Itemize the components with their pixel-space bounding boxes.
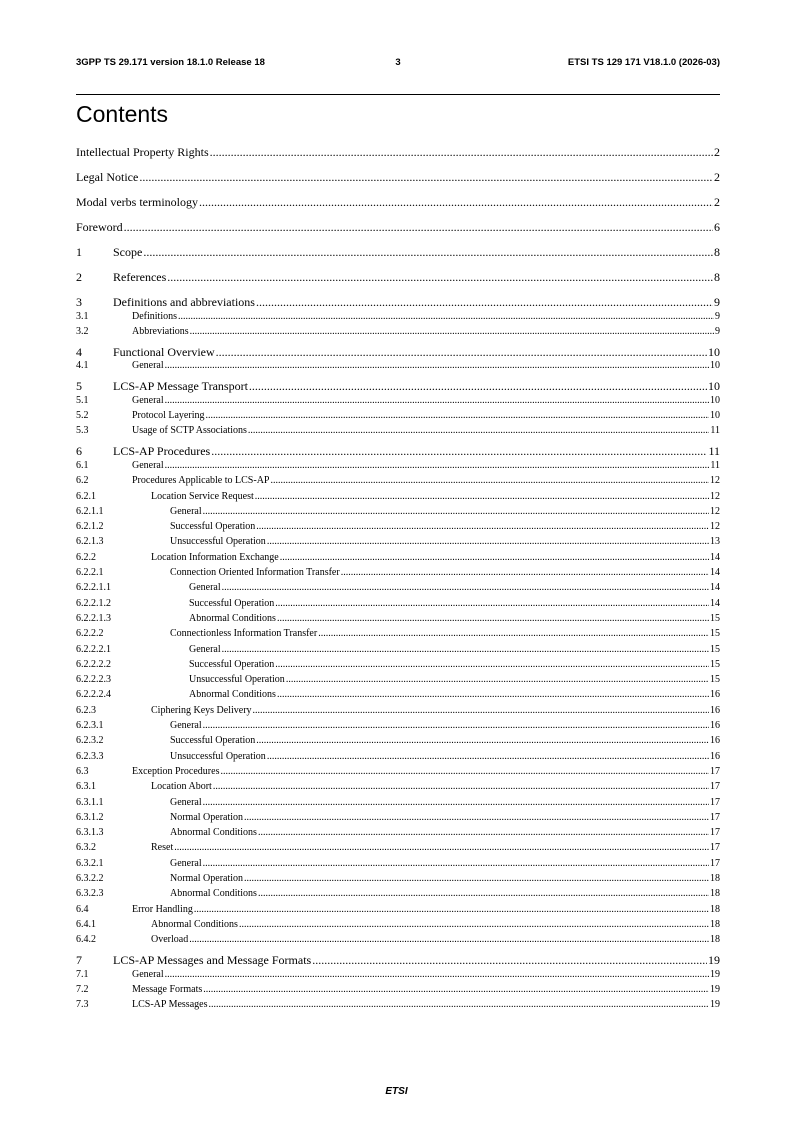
- header-rule: [76, 94, 720, 95]
- toc-dot-leader: [139, 170, 713, 185]
- toc-entry-title: Exception Procedures: [132, 765, 220, 777]
- toc-entry[interactable]: [76, 506, 720, 519]
- toc-entry[interactable]: [76, 491, 720, 504]
- toc-entry-number: 6.2.2.2: [76, 628, 104, 640]
- toc-dot-leader: [318, 628, 709, 639]
- toc-dot-leader: [280, 552, 709, 563]
- toc-entry-title: Overload: [151, 934, 189, 946]
- toc-entry-number: 6.3.2.2: [76, 873, 104, 884]
- toc-entry[interactable]: [76, 984, 720, 997]
- toc-entry-page: 15: [710, 674, 720, 686]
- toc-entry-page: 15: [710, 658, 720, 670]
- toc-dot-leader: [189, 934, 709, 945]
- toc-entry-number: 6.3: [76, 765, 89, 777]
- toc-dot-leader: [239, 919, 709, 930]
- toc-entry[interactable]: [76, 904, 720, 917]
- toc-entry-title: Procedures Applicable to LCS-AP: [132, 475, 270, 487]
- toc-dot-leader: [194, 904, 709, 915]
- toc-dot-leader: [270, 475, 709, 486]
- toc-entry-number: 3.1: [76, 310, 89, 322]
- toc-entry[interactable]: [76, 444, 720, 459]
- toc-entry-number: 5: [76, 379, 82, 394]
- toc-entry[interactable]: [76, 425, 720, 438]
- toc-entry-title: General: [132, 459, 164, 471]
- toc-entry-page: 17: [710, 842, 720, 854]
- toc-entry-number: 6.2.2.1.1: [76, 582, 111, 594]
- toc-entry-title: LCS-AP Message Transport: [113, 379, 248, 394]
- toc-entry-page: 9: [715, 325, 720, 337]
- toc-entry-page: 12: [710, 490, 720, 502]
- toc-entry-page: 10: [710, 394, 720, 406]
- footer-etsi: ETSI: [385, 1086, 408, 1097]
- toc-entry-page: 12: [710, 521, 720, 533]
- toc-dot-leader: [286, 674, 709, 685]
- toc-dot-leader: [244, 812, 709, 823]
- toc-entry-title: General: [132, 968, 164, 980]
- toc-entry-title: Usage of SCTP Associations: [132, 425, 247, 437]
- toc-entry-page: 16: [710, 750, 720, 762]
- toc-entry[interactable]: [76, 345, 720, 360]
- toc-entry-title: LCS-AP Messages: [132, 999, 208, 1011]
- toc-entry-page: 10: [708, 344, 720, 359]
- toc-entry-number: 3: [76, 295, 82, 309]
- toc-dot-leader: [267, 751, 709, 762]
- toc-entry-number: 6.3.2: [76, 842, 96, 854]
- toc-entry-page: 14: [710, 582, 720, 594]
- toc-entry-title: Normal Operation: [170, 811, 244, 823]
- toc-entry-title: Definitions and abbreviations: [113, 295, 255, 309]
- toc-entry[interactable]: [76, 536, 720, 549]
- toc-entry-title: References: [113, 270, 167, 284]
- header-etsi-reference: ETSI TS 129 171 V18.1.0 (2026-03): [567, 57, 720, 68]
- toc-entry-title: LCS-AP Procedures: [113, 444, 211, 459]
- toc-entry[interactable]: [76, 360, 720, 373]
- toc-entry[interactable]: [76, 873, 720, 886]
- toc-entry-number: 6.2.1.3: [76, 536, 104, 548]
- toc-entry-number: 6.2.2: [76, 551, 96, 563]
- toc-entry-page: 16: [710, 720, 720, 731]
- toc-entry-title: General: [170, 720, 202, 731]
- toc-entry-page: 10: [710, 410, 720, 422]
- toc-entry-number: 6.4.2: [76, 934, 96, 946]
- toc-entry[interactable]: [76, 934, 720, 947]
- toc-entry[interactable]: [76, 888, 720, 901]
- toc-entry-title: Unsuccessful Operation: [189, 674, 285, 686]
- toc-entry-page: 18: [710, 918, 720, 930]
- toc-dot-leader: [205, 410, 709, 421]
- page-header: [76, 57, 720, 71]
- toc-entry-number: 6.2.1: [76, 490, 96, 502]
- toc-dot-leader: [203, 797, 709, 808]
- toc-entry-page: 12: [710, 475, 720, 487]
- toc-entry[interactable]: [76, 969, 720, 982]
- toc-entry[interactable]: [76, 659, 720, 672]
- toc-entry-page: 2: [714, 170, 720, 184]
- toc-entry[interactable]: [76, 999, 720, 1012]
- toc-dot-leader: [213, 781, 709, 792]
- toc-dot-leader: [178, 311, 714, 322]
- toc-entry[interactable]: [76, 705, 720, 718]
- toc-entry-page: 17: [710, 811, 720, 823]
- toc-entry[interactable]: [76, 270, 720, 285]
- toc-entry[interactable]: [76, 521, 720, 534]
- toc-dot-leader: [256, 295, 713, 310]
- toc-entry[interactable]: [76, 245, 720, 260]
- toc-entry-number: 6.2.2.1.2: [76, 597, 111, 609]
- toc-dot-leader: [211, 444, 707, 459]
- toc-entry[interactable]: [76, 919, 720, 932]
- toc-entry-page: 14: [710, 567, 720, 578]
- toc-entry[interactable]: [76, 858, 720, 871]
- toc-entry[interactable]: [76, 170, 720, 185]
- toc-dot-leader: [253, 705, 709, 716]
- toc-entry-number: 6.2.2.2.4: [76, 689, 111, 701]
- toc-dot-leader: [258, 827, 709, 838]
- toc-entry-page: 18: [710, 903, 720, 915]
- toc-entry[interactable]: [76, 842, 720, 855]
- toc-entry-title: Normal Operation: [170, 873, 244, 884]
- toc-entry[interactable]: [76, 410, 720, 423]
- toc-entry-page: 17: [710, 857, 720, 869]
- toc-entry[interactable]: [76, 145, 720, 160]
- toc-dot-leader: [203, 720, 709, 731]
- toc-entry-page: 2: [714, 195, 720, 209]
- toc-entry-number: 5.2: [76, 410, 89, 422]
- toc-entry-page: 18: [710, 888, 720, 900]
- toc-dot-leader: [143, 245, 713, 260]
- toc-entry-page: 15: [710, 643, 720, 655]
- toc-entry-page: 8: [714, 245, 720, 259]
- toc-entry[interactable]: [76, 720, 720, 733]
- toc-dot-leader: [165, 395, 709, 406]
- toc-entry-title: General: [170, 505, 202, 517]
- toc-entry-page: 10: [710, 360, 720, 372]
- toc-entry-title: Location Service Request: [151, 490, 254, 502]
- toc-dot-leader: [277, 613, 709, 624]
- toc-entry-page: 9: [715, 310, 720, 322]
- toc-dot-leader: [275, 659, 709, 670]
- toc-dot-leader: [203, 984, 709, 995]
- toc-entry-page: 15: [710, 612, 720, 624]
- toc-dot-leader: [258, 888, 709, 899]
- toc-entry-number: 6.2.2.2.1: [76, 643, 111, 655]
- toc-entry-number: 6.3.1.3: [76, 827, 104, 839]
- toc-entry-page: 9: [714, 295, 720, 309]
- toc-entry-number: 1: [76, 245, 82, 259]
- toc-dot-leader: [277, 689, 709, 700]
- toc-entry-number: 6.3.2.1: [76, 857, 104, 869]
- toc-entry-number: 6.4.1: [76, 918, 96, 930]
- toc-dot-leader: [167, 270, 713, 285]
- toc-entry-title: Connection Oriented Information Transfer: [170, 567, 340, 578]
- toc-entry-page: 19: [710, 999, 720, 1011]
- toc-dot-leader: [256, 735, 709, 746]
- toc-dot-leader: [210, 145, 713, 160]
- toc-entry-title: Scope: [113, 245, 143, 259]
- toc-entry[interactable]: [76, 598, 720, 611]
- toc-entry-page: 17: [710, 765, 720, 777]
- toc-dot-leader: [216, 345, 707, 360]
- toc-entry-title: Location Abort: [151, 781, 212, 793]
- toc-entry[interactable]: [76, 460, 720, 473]
- toc-entry-number: 7: [76, 953, 82, 968]
- toc-entry-title: Unsuccessful Operation: [170, 536, 266, 548]
- toc-entry-number: 6.2.2.2.2: [76, 658, 111, 670]
- toc-entry[interactable]: [76, 295, 720, 310]
- toc-entry[interactable]: [76, 326, 720, 339]
- toc-entry[interactable]: [76, 751, 720, 764]
- toc-entry-page: 11: [708, 444, 720, 459]
- toc-entry-title: Protocol Layering: [132, 410, 205, 422]
- toc-entry-page: 15: [710, 628, 720, 640]
- toc-dot-leader: [165, 969, 709, 980]
- toc-entry-page: 11: [710, 425, 720, 437]
- toc-dot-leader: [341, 567, 709, 578]
- toc-entry-title: Abnormal Conditions: [189, 612, 276, 624]
- toc-entry-title: Message Formats: [132, 984, 203, 995]
- toc-entry-page: 19: [708, 953, 720, 968]
- toc-dot-leader: [203, 506, 709, 517]
- toc-entry[interactable]: [76, 953, 720, 968]
- toc-entry-number: 6.2.2.1: [76, 567, 104, 578]
- toc-entry-page: 6: [714, 220, 720, 234]
- toc-entry-page: 18: [710, 934, 720, 946]
- toc-entry-title: Modal verbs terminology: [76, 195, 198, 209]
- toc-entry-title: Abnormal Conditions: [151, 918, 238, 930]
- toc-entry-title: Successful Operation: [189, 597, 275, 609]
- toc-dot-leader: [124, 220, 713, 235]
- toc-entry-number: 4: [76, 344, 82, 359]
- toc-dot-leader: [165, 360, 709, 371]
- toc-entry-title: General: [170, 796, 202, 808]
- toc-entry-title: Abnormal Conditions: [170, 888, 257, 900]
- toc-entry-title: General: [189, 582, 221, 594]
- toc-dot-leader: [222, 582, 709, 593]
- toc-entry-number: 6.2: [76, 475, 89, 487]
- toc-entry-page: 19: [710, 984, 720, 995]
- toc-entry-number: 6.3.1.1: [76, 796, 104, 808]
- toc-entry[interactable]: [76, 628, 720, 641]
- toc-entry-number: 7.1: [76, 968, 89, 980]
- toc-entry-page: 19: [710, 968, 720, 980]
- toc-entry-number: 6.2.3: [76, 704, 96, 716]
- toc-entry[interactable]: [76, 395, 720, 408]
- toc-entry-number: 6.2.3.1: [76, 720, 104, 731]
- toc-dot-leader: [208, 999, 709, 1010]
- toc-dot-leader: [203, 858, 709, 869]
- toc-entry-title: Reset: [151, 842, 174, 854]
- toc-entry-page: 8: [714, 270, 720, 284]
- toc-entry[interactable]: [76, 220, 720, 235]
- toc-entry-title: Definitions: [132, 310, 177, 322]
- toc-entry[interactable]: [76, 567, 720, 580]
- toc-entry-title: General: [170, 857, 202, 869]
- toc-entry[interactable]: [76, 689, 720, 702]
- toc-entry-title: Connectionless Information Transfer: [170, 628, 318, 640]
- toc-dot-leader: [256, 521, 709, 532]
- toc-entry-page: 16: [710, 704, 720, 716]
- toc-entry[interactable]: [76, 552, 720, 565]
- toc-dot-leader: [275, 598, 709, 609]
- toc-entry-page: 18: [710, 873, 720, 884]
- toc-entry-number: 5.1: [76, 394, 89, 406]
- toc-dot-leader: [174, 842, 709, 853]
- toc-dot-leader: [190, 326, 714, 337]
- toc-entry[interactable]: [76, 674, 720, 687]
- toc-entry-page: 17: [710, 827, 720, 839]
- toc-entry-number: 7.3: [76, 999, 89, 1011]
- header-page-number: 3: [395, 57, 401, 68]
- toc-entry[interactable]: [76, 766, 720, 779]
- toc-entry-number: 6.3.1: [76, 781, 96, 793]
- toc-entry-number: 6: [76, 444, 82, 459]
- toc-entry-page: 17: [710, 781, 720, 793]
- toc-entry-title: Abnormal Conditions: [189, 689, 276, 701]
- toc-entry[interactable]: [76, 613, 720, 626]
- toc-entry-number: 6.1: [76, 459, 89, 471]
- toc-entry-number: 6.2.2.2.3: [76, 674, 111, 686]
- toc-dot-leader: [244, 873, 709, 884]
- toc-entry-title: Location Information Exchange: [151, 551, 279, 563]
- toc-entry-number: 5.3: [76, 425, 89, 437]
- toc-dot-leader: [255, 491, 709, 502]
- toc-entry-title: Intellectual Property Rights: [76, 145, 209, 159]
- toc-entry[interactable]: [76, 781, 720, 794]
- toc-entry-page: 16: [710, 735, 720, 747]
- toc-entry[interactable]: [76, 311, 720, 324]
- toc-entry-number: 6.2.3.2: [76, 735, 104, 747]
- toc-entry-title: Successful Operation: [170, 521, 256, 533]
- toc-entry[interactable]: [76, 379, 720, 394]
- toc-entry[interactable]: [76, 644, 720, 657]
- toc-entry-page: 10: [708, 379, 720, 394]
- toc-dot-leader: [220, 766, 709, 777]
- toc-dot-leader: [249, 379, 707, 394]
- toc-entry-title: General: [132, 394, 164, 406]
- toc-entry[interactable]: [76, 827, 720, 840]
- toc-entry[interactable]: [76, 582, 720, 595]
- toc-entry[interactable]: [76, 195, 720, 210]
- toc-entry-title: General: [132, 360, 164, 372]
- toc-dot-leader: [199, 195, 713, 210]
- toc-dot-leader: [267, 536, 709, 547]
- toc-entry-number: 7.2: [76, 984, 89, 995]
- toc-entry-title: Successful Operation: [170, 735, 256, 747]
- toc-entry[interactable]: [76, 797, 720, 810]
- toc-dot-leader: [312, 953, 707, 968]
- toc-entry-number: 6.2.2.1.3: [76, 612, 111, 624]
- toc-entry-title: Abnormal Conditions: [170, 827, 257, 839]
- toc-entry-title: Unsuccessful Operation: [170, 750, 266, 762]
- toc-entry-number: 6.2.1.1: [76, 505, 104, 517]
- toc-entry-page: 12: [710, 505, 720, 517]
- toc-entry-page: 2: [714, 145, 720, 159]
- toc-entry-number: 4.1: [76, 360, 89, 372]
- page-title: Contents: [76, 101, 169, 127]
- toc-entry[interactable]: [76, 735, 720, 748]
- toc-entry-title: Error Handling: [132, 903, 193, 915]
- toc-entry-title: Ciphering Keys Delivery: [151, 704, 252, 716]
- toc-entry[interactable]: [76, 475, 720, 488]
- toc-entry-title: Legal Notice: [76, 170, 139, 184]
- toc-entry-number: 6.3.2.3: [76, 888, 104, 900]
- toc-entry-number: 6.2.3.3: [76, 750, 104, 762]
- toc-entry-page: 17: [710, 796, 720, 808]
- toc-entry-number: 2: [76, 270, 82, 284]
- toc-dot-leader: [165, 460, 710, 471]
- toc-entry-page: 14: [710, 597, 720, 609]
- toc-entry-number: 6.3.1.2: [76, 811, 104, 823]
- header-spec-version: 3GPP TS 29.171 version 18.1.0 Release 18: [76, 57, 265, 68]
- toc-entry-number: 6.2.1.2: [76, 521, 104, 533]
- toc-entry-page: 16: [710, 689, 720, 701]
- toc-entry-page: 13: [710, 536, 720, 548]
- toc-entry-title: General: [189, 643, 221, 655]
- toc-entry-title: LCS-AP Messages and Message Formats: [113, 953, 312, 968]
- toc-entry[interactable]: [76, 812, 720, 825]
- toc-entry-title: Functional Overview: [113, 344, 215, 359]
- toc-entry-title: Abbreviations: [132, 325, 189, 337]
- toc-entry-page: 11: [710, 459, 720, 471]
- toc-entry-title: Foreword: [76, 220, 123, 234]
- toc-entry-page: 14: [710, 551, 720, 563]
- toc-dot-leader: [248, 425, 709, 436]
- toc-entry-number: 6.4: [76, 903, 89, 915]
- toc-dot-leader: [222, 644, 709, 655]
- toc-entry-title: Successful Operation: [189, 658, 275, 670]
- toc-entry-number: 3.2: [76, 325, 89, 337]
